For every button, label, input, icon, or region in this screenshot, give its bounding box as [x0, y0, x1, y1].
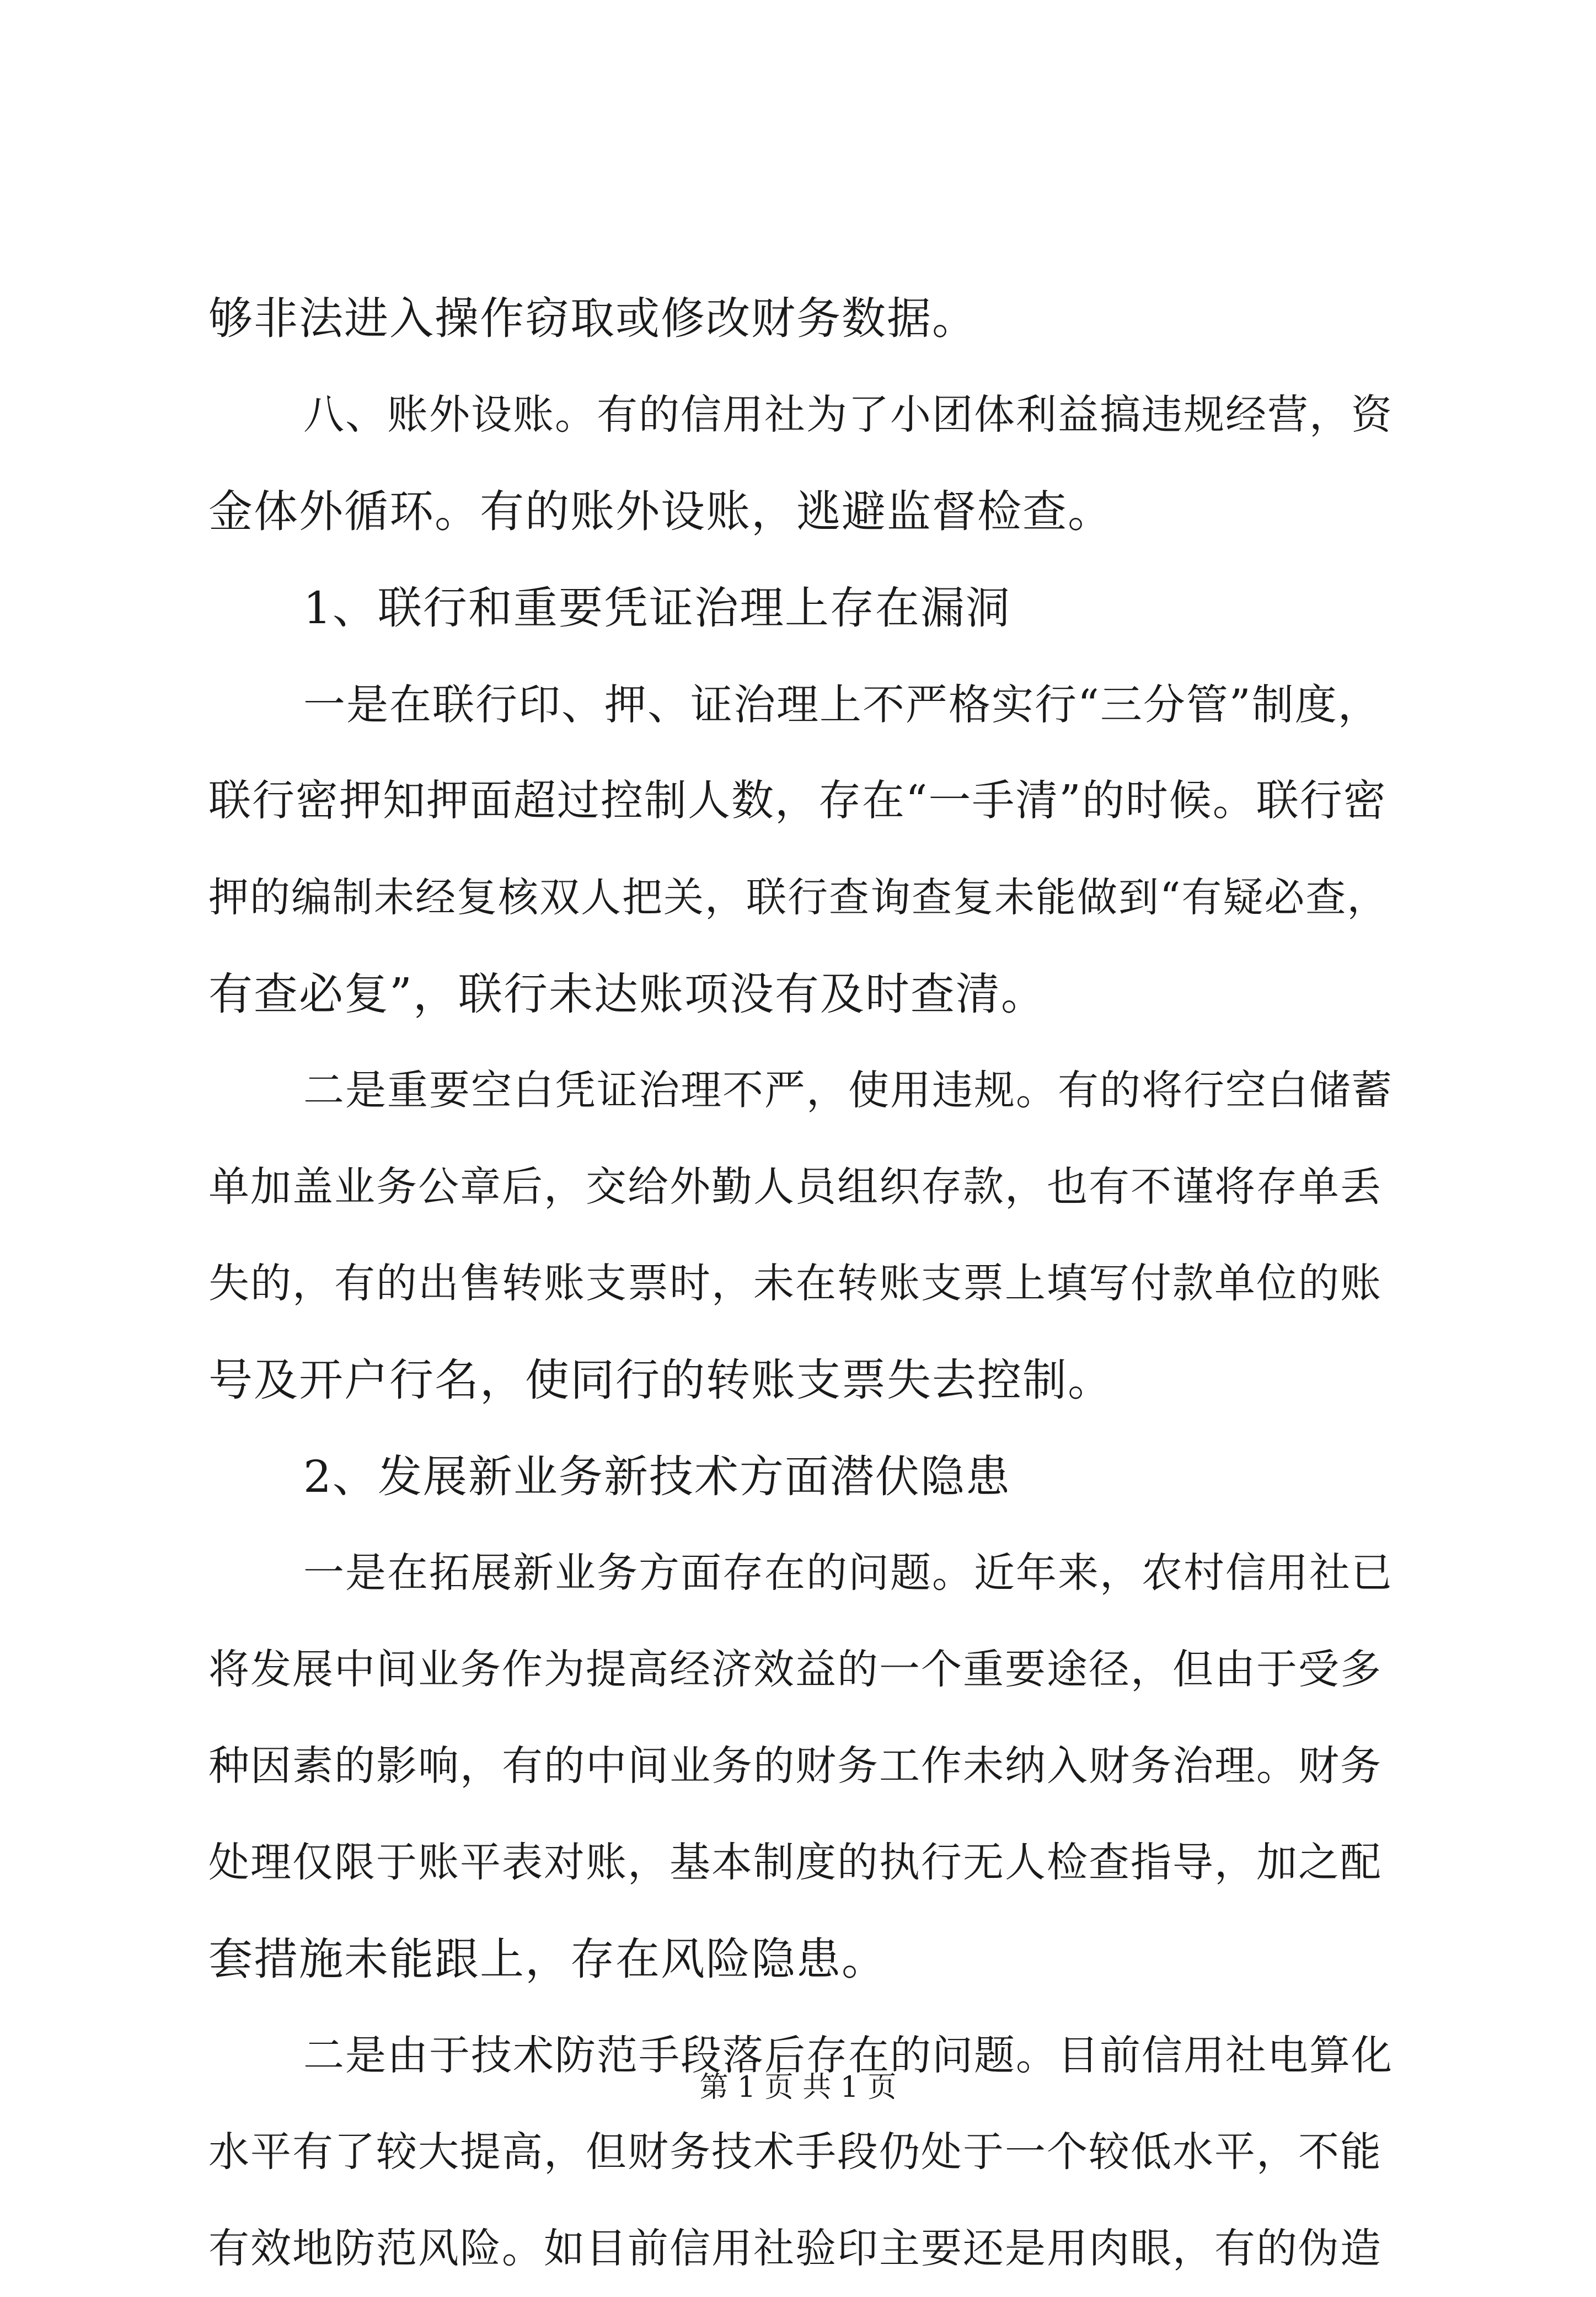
text-line-15: 将发展中间业务作为提高经济效益的一个重要途径，但由于受多	[208, 1646, 1382, 1693]
text-line-14: 一是在拓展新业务方面存在的问题。近年来，农村信用社已	[303, 1549, 1393, 1597]
text-line-6: 联行密押知押面超过控制人数，存在“一手清”的时候。联行密	[208, 777, 1387, 826]
text-line-11: 失的，有的出售转账支票时，未在转账支票上填写付款单位的账	[208, 1260, 1382, 1307]
text-line-8: 有查必复”，联行未达账项没有及时查清。	[208, 968, 1046, 1020]
text-line-17: 处理仅限于账平表对账，基本制度的执行无人检查指导，加之配	[208, 1839, 1382, 1886]
text-line-1: 够非法进入操作窃取或修改财务数据。	[208, 293, 977, 344]
section-heading-1: 1、联行和重要凭证治理上存在漏洞	[303, 582, 1011, 634]
page-footer: 第 1 页 共 1 页	[699, 2071, 897, 2104]
text-line-19: 二是由于技术防范手段落后存在的问题。目前信用社电算化	[303, 2032, 1393, 2079]
section-heading-2: 2、发展新业务新技术方面潜伏隐患	[303, 1451, 1011, 1502]
text-line-18: 套措施未能跟上，存在风险隐患。	[208, 1934, 887, 1985]
text-line-9: 二是重要空白凭证治理不严，使用违规。有的将行空白储蓄	[303, 1067, 1393, 1114]
text-line-10: 单加盖业务公章后，交给外勤人员组织存款，也有不谨将存单丢	[208, 1163, 1382, 1211]
text-line-3: 金体外循环。有的账外设账，逃避监督检查。	[208, 486, 1113, 537]
text-line-12: 号及开户行名，使同行的转账支票失去控制。	[208, 1354, 1113, 1406]
text-line-7: 押的编制未经复核双人把关，联行查询查复未能做到“有疑必查，	[208, 874, 1389, 921]
text-line-5: 一是在联行印、押、证治理上不严格实行“三分管”制度，	[303, 680, 1381, 729]
text-line-16: 种因素的影响，有的中间业务的财务工作未纳入财务治理。财务	[208, 1742, 1382, 1790]
text-line-2: 八、账外设账。有的信用社为了小团体利益搞违规经营，资	[303, 391, 1393, 438]
text-line-21: 有效地防范风险。如目前信用社验印主要还是用肉眼，有的伪造	[208, 2225, 1382, 2272]
text-line-20: 水平有了较大提高，但财务技术手段仍处于一个较低水平，不能	[208, 2128, 1382, 2176]
document-body	[208, 270, 1394, 2297]
